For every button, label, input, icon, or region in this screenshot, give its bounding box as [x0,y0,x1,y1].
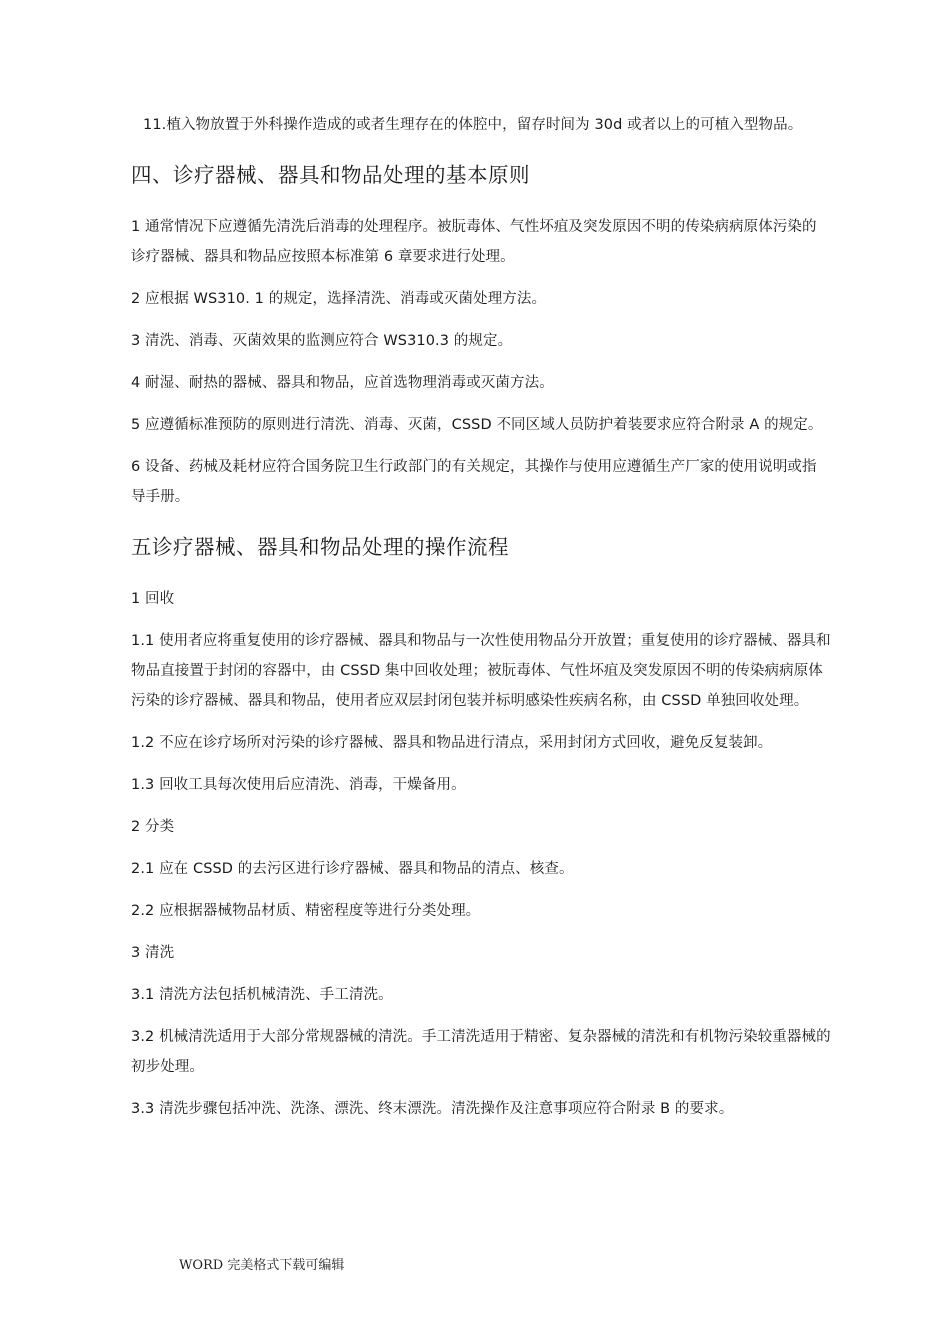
page-footer: WORD 完美格式下载可编辑 [179,1258,345,1273]
paragraph-5-3-2: 3.2 机械清洗适用于大部分常规器械的清洗。手工清洗适用于精密、复杂器械的清洗和有机物污染较重器械的初步处理。 [131,1029,831,1075]
paragraph-5-1-2: 1.2 不应在诊疗场所对污染的诊疗器械、器具和物品进行清点，采用封闭方式回收，避免反复装卸。 [131,735,773,751]
paragraph-4-6: 6 设备、药械及耗材应符合国务院卫生行政部门的有关规定，其操作与使用应遵循生产厂家的使用说明或指导手册。 [131,459,817,505]
document-body [131,110,831,1136]
paragraph-5-1-1: 1.1 使用者应将重复使用的诊疗器械、器具和物品与一次性使用物品分开放置；重复使用的诊疗器械、器具和物品直接置于封闭的容器中，由 CSSD 集中回收处理；被朊毒体、气性坏疽及突发原因不明的传染病病原体污染的诊疗器械、器具和物品，使用者应双层封闭包装并标明感染性疾病名称，由 CSSD 单独回收处理。 [131,633,831,709]
paragraph-5-2-1: 2.1 应在 CSSD 的去污区进行诊疗器械、器具和物品的清点、核查。 [131,861,574,877]
paragraph-4-3: 3 清洗、消毒、灭菌效果的监测应符合 WS310.3 的规定。 [131,333,513,349]
paragraph-4-2: 2 应根据 WS310. 1 的规定，选择清洗、消毒或灭菌处理方法。 [131,291,547,307]
paragraph-4-5: 5 应遵循标准预防的原则进行清洗、消毒、灭菌，CSSD 不同区域人员防护着装要求应符合附录 A 的规定。 [131,417,823,433]
paragraph-5-2: 2 分类 [131,819,175,835]
paragraph-11-implant: 11.植入物放置于外科操作造成的或者生理存在的体腔中，留存时间为 30d 或者以上的可植入型物品。 [143,117,803,133]
section-heading-4: 四、诊疗器械、器具和物品处理的基本原则 [131,163,530,187]
paragraph-5-1-3: 1.3 回收工具每次使用后应清洗、消毒，干燥备用。 [131,777,466,793]
paragraph-5-3: 3 清洗 [131,945,175,961]
paragraph-4-4: 4 耐湿、耐热的器械、器具和物品，应首选物理消毒或灭菌方法。 [131,375,554,391]
paragraph-4-1: 1 通常情况下应遵循先清洗后消毒的处理程序。被朊毒体、气性坏疽及突发原因不明的传染病病原体污染的诊疗器械、器具和物品应按照本标准第 6 章要求进行处理。 [131,219,817,265]
paragraph-5-1: 1 回收 [131,591,175,607]
paragraph-5-3-3: 3.3 清洗步骤包括冲洗、洗涤、漂洗、终末漂洗。清洗操作及注意事项应符合附录 B 的要求。 [131,1101,734,1117]
paragraph-5-3-1: 3.1 清洗方法包括机械清洗、手工清洗。 [131,987,393,1003]
paragraph-5-2-2: 2.2 应根据器械物品材质、精密程度等进行分类处理。 [131,903,481,919]
section-heading-5: 五诊疗器械、器具和物品处理的操作流程 [131,535,509,559]
